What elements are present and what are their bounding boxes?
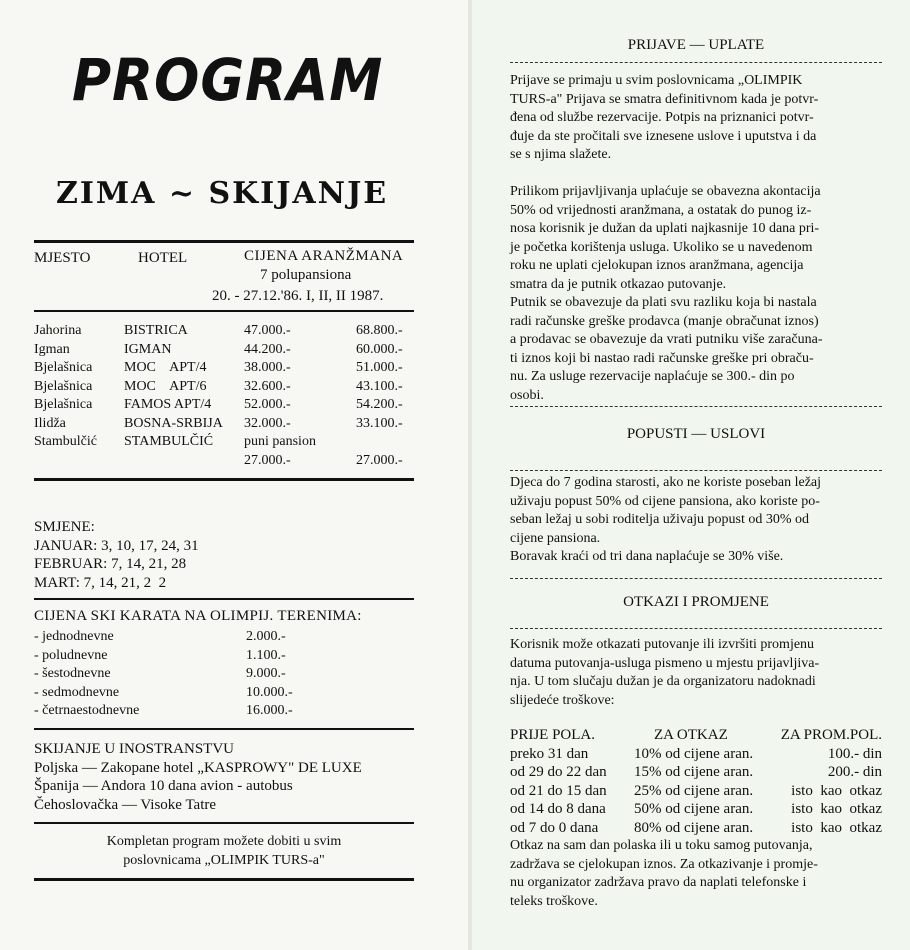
row-mjesto: Stambulčić [34, 434, 97, 449]
popusti-heading: POPUSTI — USLOVI [626, 426, 766, 442]
otkazi-row-c1: od 7 do 0 dana [510, 819, 599, 836]
row-price2: 33.100.- [356, 415, 403, 431]
header-polupansiona: 7 polupansiona [260, 267, 352, 283]
row-hotel: FAMOS APT/4 [124, 397, 212, 412]
header-dates: 20. - 27.12.'86. I, II, II 1987. [212, 288, 384, 304]
text-line: seban ležaj u sobi roditelja uživaju popust od 30% od [510, 512, 809, 527]
ski-karte-label: - šestodnevne [34, 666, 111, 681]
text-line: a prodavac se obavezuje da vrati putniku više zaračuna- [510, 332, 823, 347]
text-line: zadržava se cjelokupan iznos. Za otkazivanje i promje- [510, 856, 818, 872]
text-line: Prijave se primaju u svim poslovnicama „OLIMPIK [510, 73, 803, 88]
otkazi-row-c2: 50% od cijene aran. [634, 801, 754, 817]
row-price2: 60.000.- [356, 341, 403, 357]
text-line: osobi. [510, 387, 544, 403]
otkazi-row-c1: od 14 do 8 dana [510, 801, 606, 817]
row-price1: 47.000.- [244, 323, 291, 338]
ski-karte-price: 16.000.- [246, 703, 293, 718]
row-price1: 32.600.- [244, 378, 291, 394]
row-price1: 32.000.- [244, 415, 291, 431]
program-title: PROGRAM [72, 46, 384, 114]
otkazi-row-c2: 25% od cijene aran. [634, 782, 754, 799]
last-row-price1: 27.000.- [244, 452, 291, 468]
text-line: uživaju popust 50% od cijene pansiona, ako koriste po- [510, 493, 820, 509]
row-price1: 44.200.- [244, 341, 291, 357]
ski-karte-price: 1.100.- [246, 647, 286, 663]
col-price2 [356, 322, 403, 470]
footer-line1: Kompletan program možete dobiti u svim [106, 834, 342, 849]
smjene-mart: MART: 7, 14, 21, 2 2 [34, 574, 167, 591]
otkazi-col2-header: ZA OTKAZ [654, 727, 728, 743]
row-price2: 68.800.- [356, 323, 403, 338]
row-price2 [356, 433, 403, 452]
otkazi-p2 [510, 837, 882, 911]
col-price1 [244, 322, 316, 470]
header-hotel: HOTEL [138, 250, 188, 266]
inostranstvo-line: Španija — Andora 10 dana avion - autobus [34, 778, 293, 794]
row-hotel: MOC APT/6 [124, 378, 207, 394]
prijave-heading: PRIJAVE — UPLATE [627, 37, 765, 53]
popusti-p1 [510, 474, 882, 567]
smjene-januar: JANUAR: 3, 10, 17, 24, 31 [34, 537, 199, 554]
text-line: teleks troškove. [510, 893, 598, 909]
rule-bottom [34, 878, 414, 881]
text-line: nu organizator zadržava pravo da naplati telefonske i [510, 875, 807, 890]
popusti-rule [510, 470, 882, 472]
otkazi-row-c2: 10% od cijene aran. [634, 745, 754, 762]
rule-table-end [34, 478, 414, 481]
last-row-price2: 27.000.- [356, 452, 403, 468]
text-line: Otkaz na sam dan polaska ili u toku samog putovanja, [510, 838, 813, 853]
row-price1: 38.000.- [244, 360, 291, 375]
ski-karte-label: - poludnevne [34, 647, 108, 663]
page-fold [468, 0, 472, 950]
inostranstvo-heading: SKIJANJE U INOSTRANSTVU [34, 741, 235, 757]
col-hotel [124, 322, 223, 452]
ski-karte-heading: CIJENA SKI KARATA NA OLIMPIJ. TERENIMA: [34, 608, 362, 624]
text-line: cijene pansiona. [510, 530, 601, 546]
otkazi-row-c1: od 21 do 15 dan [510, 782, 607, 799]
otkazi-row-c3: 200.- din [827, 764, 882, 780]
prijave-p1 [510, 72, 882, 165]
rule-header [34, 310, 414, 312]
text-line: slijedeće troškove: [510, 692, 615, 708]
row-mjesto: Bjelašnica [34, 378, 93, 394]
ski-karte-price: 2.000.- [246, 629, 286, 644]
text-line: ti iznos koji bi nastao radi računske greške pri obraču- [510, 350, 814, 366]
text-line: roku ne uplati cjelokupan iznos aranžmana, agencija [510, 258, 804, 273]
ski-karte-price: 9.000.- [246, 666, 286, 681]
prijave-end-rule [510, 406, 882, 408]
prijave-p3 [510, 294, 882, 405]
ski-karte-labels [34, 628, 139, 721]
text-line: je početka korištenja usluga. Ukoliko se u navedenom [510, 239, 813, 255]
rule-inostranstvo [34, 822, 414, 824]
zima-skijanje-subtitle: ZIMA ~ SKIJANJE [56, 176, 389, 211]
footer-line2: poslovnicama „OLIMPIK TURS-a" [123, 853, 325, 868]
otkazi-p1 [510, 636, 882, 710]
smjene-februar: FEBRUAR: 7, 14, 21, 28 [34, 556, 187, 572]
row-mjesto: Bjelašnica [34, 360, 93, 375]
otkazi-row-c3: isto kao otkaz [791, 782, 882, 799]
otkazi-col3 [772, 726, 882, 837]
otkazi-row-c3: isto kao otkaz [791, 819, 882, 836]
otkazi-rule [510, 628, 882, 630]
otkazi-row-c2: 80% od cijene aran. [634, 819, 754, 836]
text-line: Djeca do 7 godina starosti, ako ne koriste poseban ležaj [510, 475, 822, 490]
text-line: Putnik se obavezuje da plati svu razliku koja bi nastala [510, 295, 817, 310]
rule-smjene [34, 598, 414, 600]
row-mjesto: Jahorina [34, 323, 82, 338]
row-hotel: BOSNA-SRBIJA [124, 415, 223, 431]
otkazi-row-c1: od 29 do 22 dan [510, 764, 607, 780]
ski-karte-prices [246, 628, 293, 721]
text-line: Korisnik može otkazati putovanje ili izvršiti promjenu [510, 637, 815, 652]
header-mjesto: MJESTO [34, 250, 91, 266]
row-price1: puni pansion [244, 434, 316, 449]
otkazi-row-c2: 15% od cijene aran. [634, 764, 754, 780]
otkazi-col1-header: PRIJE POLA. [510, 727, 596, 743]
otkazi-row-c3: 100.- din [827, 745, 882, 762]
row-hotel: MOC APT/4 [124, 360, 207, 375]
text-line: smatra da je putnik otkazao putovanje. [510, 276, 727, 292]
inostranstvo-line: Poljska — Zakopane hotel „KASPROWY" DE LUXE [34, 759, 362, 776]
rule-top [34, 240, 414, 243]
row-hotel: BISTRICA [124, 323, 188, 338]
col-mjesto [34, 322, 97, 452]
otkazi-col1 [510, 726, 607, 837]
text-line: datuma putovanja-usluga pismeno u mjestu prijavljiva- [510, 655, 820, 671]
text-line: radi računske greške prodavca (manje obračunat iznos) [510, 313, 819, 329]
otkazi-col2 [634, 726, 753, 837]
smjene-section [34, 518, 199, 592]
ski-karte-label: - jednodnevne [34, 629, 114, 644]
smjene-heading: SMJENE: [34, 519, 95, 535]
text-line: se s njima slažete. [510, 147, 612, 162]
header-cijena: CIJENA ARANŽMANA [244, 248, 404, 264]
inostranstvo-line: Čehoslovačka — Visoke Tatre [34, 796, 217, 813]
otkazi-row-c3: isto kao otkaz [791, 801, 882, 817]
ski-karte-label: - četrnaestodnevne [34, 703, 140, 718]
row-price1: 52.000.- [244, 397, 291, 412]
row-hotel: STAMBULČIĆ [124, 434, 214, 449]
rule-ski-karte [34, 728, 414, 730]
inostranstvo-section [34, 740, 362, 814]
row-hotel: IGMAN [124, 341, 172, 357]
row-mjesto: Ilidža [34, 415, 66, 431]
text-line: Prilikom prijavljivanja uplaćuje se obavezna akontacija [510, 184, 821, 199]
text-line: nosa korisnik je dužan da uplati najkasnije 10 dana pri- [510, 221, 820, 236]
text-line: Boravak kraći od tri dana naplaćuje se 30% više. [510, 549, 784, 564]
text-line: TURS-a" Prijava se smatra definitivnom kada je potvr- [510, 91, 819, 107]
text-line: đuje da ste pročitali sve iznesene uslove i uputstva i da [510, 128, 817, 144]
ski-karte-label: - sedmodnevne [34, 684, 120, 700]
row-mjesto: Igman [34, 341, 70, 357]
otkazi-row-c1: preko 31 dan [510, 745, 589, 762]
text-line: nja. U tom slučaju dužan je da organizatoru nadoknadi [510, 674, 816, 689]
row-price2: 54.200.- [356, 397, 403, 412]
row-mjesto: Bjelašnica [34, 397, 93, 412]
otkazi-heading: OTKAZI I PROMJENE [623, 594, 769, 610]
otkazi-col3-header: ZA PROM.POL. [780, 727, 882, 743]
text-line: 50% od vrijednosti aranžmana, a ostatak do punog iz- [510, 202, 812, 218]
row-price2: 51.000.- [356, 360, 403, 375]
text-line: đena od službe rezervacije. Potpis na priznanici potvr- [510, 110, 814, 125]
prijave-rule [510, 62, 882, 64]
popusti-end-rule [510, 578, 882, 580]
prijave-p2 [510, 183, 882, 294]
text-line: nu. Za usluge rezervacije naplaćuje se 300.- din po [510, 369, 795, 384]
row-price2: 43.100.- [356, 378, 403, 394]
ski-karte-price: 10.000.- [246, 684, 293, 700]
